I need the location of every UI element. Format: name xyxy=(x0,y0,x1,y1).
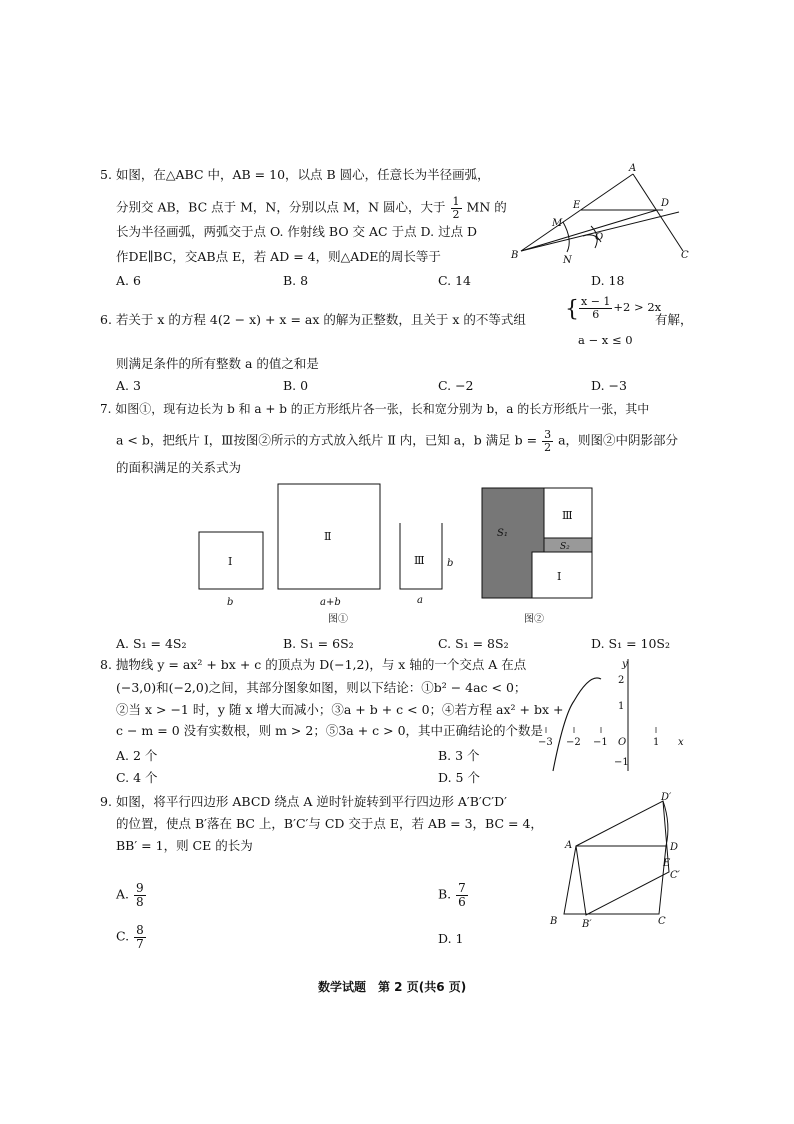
caption-fig1: 图① xyxy=(328,614,348,625)
q5-fraction: $\frac{1}{2}$ xyxy=(452,195,460,221)
q7-line1: 7. 如图①，现有边长为 b 和 a + b 的正方形纸片各一张，长和宽分别为 b，a 的长方形纸片一张，其中 xyxy=(100,402,650,416)
q7-option-b[interactable]: B. S₁ = 6S₂ xyxy=(283,636,354,651)
label-d-prime: D′ xyxy=(661,792,672,803)
label-b-side: b xyxy=(447,558,454,569)
label-a-under-iii: a xyxy=(417,595,423,606)
q6-brace: { xyxy=(565,297,579,322)
tick-label-origin: O xyxy=(618,737,627,748)
label-apb: a+b xyxy=(320,597,341,608)
q5-line3: 长为半径画弧，两弧交于点 O. 作射线 BO 交 AC 于点 D. 过点 D xyxy=(116,224,478,239)
segment-ba xyxy=(521,174,633,251)
q5-line2: 分别交 AB，BC 点于 M，N，分别以点 M，N 圆心，大于 $\frac{1}{2}$ MN 的 xyxy=(116,195,507,221)
q5-line1: 5. 如图，在△ABC 中，AB = 10，以点 B 圆心，任意长为半径画弧， xyxy=(100,167,490,182)
label-b: B xyxy=(550,916,558,927)
q6-line2: 则满足条件的所有整数 a 的值之和是 xyxy=(116,356,319,371)
parabola-curve xyxy=(553,678,601,771)
q9-line3: BB′ = 1，则 CE 的长为 xyxy=(116,838,253,853)
label-c-prime: C′ xyxy=(670,870,680,881)
q8-line1: 8. 抛物线 y = ax² + bx + c 的顶点为 D(−1,2)，与 x 轴的一个交点 A 在点 xyxy=(100,657,527,672)
q5-triangle-figure xyxy=(505,160,705,270)
q8-option-a[interactable]: A. 2 个 xyxy=(116,748,158,763)
q5-option-c[interactable]: C. 14 xyxy=(438,273,471,288)
label-f2-i: Ⅰ xyxy=(557,570,562,583)
q6-option-d[interactable]: D. −3 xyxy=(591,378,627,393)
tick-label-1: 1 xyxy=(653,737,660,748)
tick-label-m3: −3 xyxy=(538,737,553,748)
parallelogram-a1b1c1d1 xyxy=(576,801,669,915)
tick-label-m2: −2 xyxy=(566,737,581,748)
q8-line2: (−3,0)和(−2,0)之间，其部分图象如图，则以下结论：①b² − 4ac < 0； xyxy=(116,680,527,695)
f2-square-i xyxy=(532,552,592,598)
q7-option-c[interactable]: C. S₁ = 8S₂ xyxy=(438,636,509,651)
q6-option-a[interactable]: A. 3 xyxy=(116,378,141,393)
label-b-under-i: b xyxy=(227,597,234,608)
q9-option-b[interactable]: B. $\frac{7}{6}$ xyxy=(438,881,466,909)
tick-label-y1: 1 xyxy=(618,701,625,712)
label-s2: S₂ xyxy=(560,542,570,552)
q6-inequality-2: a − x ≤ 0 xyxy=(578,333,633,347)
q8-line3: ②当 x > −1 时，y 随 x 增大而减小；③a + b + c < 0；④若方程 ax² + bx + xyxy=(116,702,564,717)
label-c: C xyxy=(658,916,666,927)
q6-option-c[interactable]: C. −2 xyxy=(438,378,474,393)
q7-figures xyxy=(190,480,610,630)
q9-option-d[interactable]: D. 1 xyxy=(438,931,464,946)
label-d: D xyxy=(670,842,679,853)
q8-option-b[interactable]: B. 3 个 xyxy=(438,748,480,763)
q8-option-c[interactable]: C. 4 个 xyxy=(116,770,158,785)
label-a: A xyxy=(565,840,573,851)
label-m: M xyxy=(552,218,563,229)
label-y-axis: y xyxy=(622,659,628,670)
q6-option-b[interactable]: B. 0 xyxy=(283,378,309,393)
parallelogram-abcd xyxy=(564,846,666,914)
q5-option-d[interactable]: D. 18 xyxy=(591,273,625,288)
q9-line2: 的位置，使点 B′落在 BC 上，B′C′与 CD 交于点 E，若 AB = 3，BC = 4， xyxy=(116,816,543,831)
label-d: D xyxy=(661,198,670,209)
segment-bd xyxy=(521,210,657,251)
q5-option-a[interactable]: A. 6 xyxy=(116,273,141,288)
label-a: A xyxy=(629,163,637,174)
q8-line4: c − m = 0 没有实数根，则 m > 2；⑤3a + c > 0，其中正确结论的个数是 xyxy=(116,723,544,738)
label-o: O xyxy=(595,232,604,243)
q8-parabola-graph xyxy=(530,655,700,775)
q6-post: 有解， xyxy=(655,312,693,327)
label-square-ii: Ⅱ xyxy=(324,530,332,543)
q9-option-c[interactable]: C. $\frac{8}{7}$ xyxy=(116,923,144,951)
q7-option-d[interactable]: D. S₁ = 10S₂ xyxy=(591,636,670,651)
label-s1: S₁ xyxy=(497,528,508,539)
q5-line4: 作DE∥BC，交AB点 E，若 AD = 4，则△ADE的周长等于 xyxy=(116,249,441,264)
tick-label-y2: 2 xyxy=(618,675,625,686)
q9-option-a[interactable]: A. $\frac{9}{8}$ xyxy=(116,881,144,909)
tick-label-m1: −1 xyxy=(593,737,608,748)
figure-2 xyxy=(482,488,592,625)
q9-line1: 9. 如图，将平行四边形 ABCD 绕点 A 逆时针旋转到平行四边形 A′B′C′D′ xyxy=(100,794,507,809)
q6-inequality-1: $\frac{x - 1}{6}$ +2 > 2x xyxy=(581,295,662,321)
tick-label-ym1: −1 xyxy=(614,757,629,768)
q7-line2: a < b，把纸片 Ⅰ，Ⅲ按图②所示的方式放入纸片 Ⅱ 内，已知 a，b 满足 b = $\frac{3}{2}$ a，则图②中阴影部分 xyxy=(116,428,679,454)
label-e: E xyxy=(573,200,581,211)
q5-option-b[interactable]: B. 8 xyxy=(283,273,309,288)
label-x-axis: x xyxy=(678,737,684,748)
q9-parallelogram-figure xyxy=(545,790,695,935)
label-f2-iii: Ⅲ xyxy=(562,509,573,522)
q7-option-a[interactable]: A. S₁ = 4S₂ xyxy=(116,636,187,651)
page-footer: 数学试题 第 2 页(共6 页) xyxy=(318,980,467,994)
q7-line3: 的面积满足的关系式为 xyxy=(116,460,242,475)
label-b-prime: B′ xyxy=(582,919,592,930)
caption-fig2: 图② xyxy=(524,614,544,625)
label-n: N xyxy=(563,255,572,266)
label-square-i: Ⅰ xyxy=(228,555,233,568)
q6-line1: 6. 若关于 x 的方程 4(2 − x) + x = ax 的解为正整数，且关于 x 的不等式组 xyxy=(100,312,526,327)
label-b: B xyxy=(511,250,519,261)
label-c: C xyxy=(681,250,689,261)
label-rect-iii: Ⅲ xyxy=(414,554,425,567)
q8-option-d[interactable]: D. 5 个 xyxy=(438,770,480,785)
label-e: E xyxy=(663,858,671,869)
